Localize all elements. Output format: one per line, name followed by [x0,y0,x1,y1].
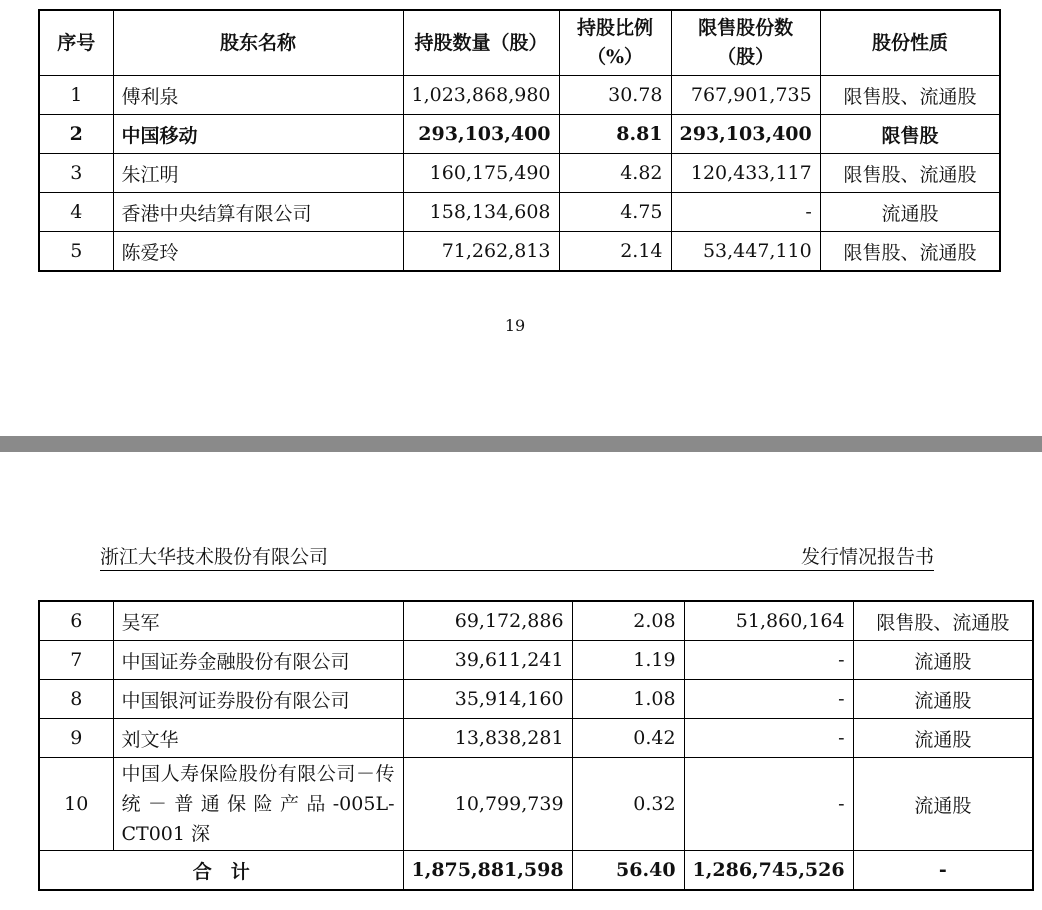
cell-shares: 39,611,241 [403,641,572,680]
company-name: 浙江大华技术股份有限公司 [100,546,329,568]
cell-name: 刘文华 [113,719,403,758]
cell-nature: 限售股、流通股 [820,154,1000,193]
header-restricted: 限售股份数（股） [671,10,820,76]
cell-restricted: 767,901,735 [671,76,820,115]
page-number: 19 [504,316,526,335]
cell-ratio: 30.78 [559,76,671,115]
cell-name: 傅利泉 [113,76,403,115]
cell-name: 陈爱玲 [113,232,403,272]
cell-nature: 流通股 [853,680,1033,719]
cell-restricted: 293,103,400 [671,115,820,154]
shareholders-table-part1 [38,9,1001,272]
table-row [39,232,1000,272]
cell-shares: 69,172,886 [403,601,572,641]
header-shares: 持股数量（股） [403,10,559,76]
cell-ratio: 0.32 [572,758,684,851]
table-row [39,115,1000,154]
cell-index: 4 [39,193,113,232]
cell-shares: 10,799,739 [403,758,572,851]
cell-index: 7 [39,641,113,680]
total-label: 合 计 [39,851,403,891]
table-row [39,680,1033,719]
cell-restricted: - [684,680,853,719]
cell-nature: 限售股、流通股 [820,232,1000,272]
table-row [39,76,1000,115]
cell-name: 中国银河证券股份有限公司 [113,680,403,719]
cell-nature: 限售股、流通股 [820,76,1000,115]
cell-ratio: 4.75 [559,193,671,232]
cell-nature: 流通股 [853,758,1033,851]
cell-shares: 293,103,400 [403,115,559,154]
cell-ratio: 2.08 [572,601,684,641]
total-nature: - [853,851,1033,891]
cell-index: 10 [39,758,113,851]
cell-shares: 160,175,490 [403,154,559,193]
cell-index: 3 [39,154,113,193]
total-row [39,851,1033,891]
report-title: 发行情况报告书 [800,546,934,568]
cell-shares: 1,023,868,980 [403,76,559,115]
cell-ratio: 1.19 [572,641,684,680]
cell-name: 吴军 [113,601,403,641]
cell-restricted: 120,433,117 [671,154,820,193]
cell-shares: 158,134,608 [403,193,559,232]
table-row [39,719,1033,758]
cell-nature: 流通股 [853,719,1033,758]
cell-name: 中国移动 [113,115,403,154]
cell-ratio: 2.14 [559,232,671,272]
cell-index: 8 [39,680,113,719]
cell-index: 1 [39,76,113,115]
table-row [39,193,1000,232]
total-restricted: 1,286,745,526 [684,851,853,891]
cell-restricted: - [684,641,853,680]
cell-shares: 13,838,281 [403,719,572,758]
page-separator [0,436,1042,452]
cell-index: 6 [39,601,113,641]
cell-shares: 35,914,160 [403,680,572,719]
cell-restricted: - [684,758,853,851]
cell-name: 朱江明 [113,154,403,193]
table-header-row [39,10,1000,76]
cell-name: 香港中央结算有限公司 [113,193,403,232]
cell-index: 2 [39,115,113,154]
header-name: 股东名称 [113,10,403,76]
cell-restricted: - [671,193,820,232]
cell-restricted: - [684,719,853,758]
header-index: 序号 [39,10,113,76]
cell-ratio: 0.42 [572,719,684,758]
cell-nature: 限售股、流通股 [853,601,1033,641]
cell-restricted: 51,860,164 [684,601,853,641]
shareholders-table-part2 [38,600,1034,891]
cell-index: 9 [39,719,113,758]
cell-shares: 71,262,813 [403,232,559,272]
document-header [100,538,934,571]
table-row [39,154,1000,193]
table-row [39,641,1033,680]
total-shares: 1,875,881,598 [403,851,572,891]
cell-name: 中国证券金融股份有限公司 [113,641,403,680]
cell-index: 5 [39,232,113,272]
cell-nature: 流通股 [820,193,1000,232]
cell-ratio: 4.82 [559,154,671,193]
cell-name: 中国人寿保险股份有限公司－传统－普通保险产品-005L-CT001 深 [113,758,403,851]
header-ratio: 持股比例（%） [559,10,671,76]
total-ratio: 56.40 [572,851,684,891]
cell-nature: 限售股 [820,115,1000,154]
cell-ratio: 8.81 [559,115,671,154]
cell-nature: 流通股 [853,641,1033,680]
table-row [39,601,1033,641]
header-nature: 股份性质 [820,10,1000,76]
cell-restricted: 53,447,110 [671,232,820,272]
cell-ratio: 1.08 [572,680,684,719]
table-row [39,758,1033,851]
